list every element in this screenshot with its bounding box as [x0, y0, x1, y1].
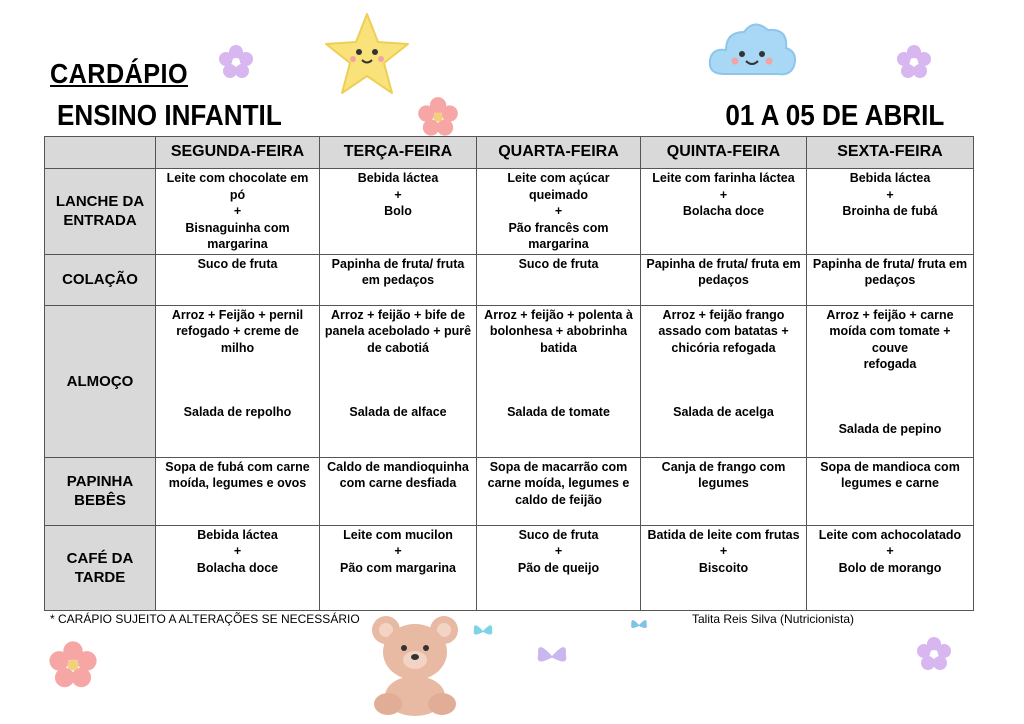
menu-cell	[641, 254, 807, 305]
star-icon	[322, 10, 412, 98]
page-title: CARDÁPIO	[50, 58, 189, 89]
menu-item-line: pedaços	[864, 273, 916, 287]
menu-item-line: Batida de leite com frutas	[647, 527, 800, 542]
salad-item: Salada de repolho	[183, 405, 292, 419]
menu-item-line: Caldo de mandioquinha	[327, 459, 469, 474]
menu-item-line: legumes	[698, 476, 749, 490]
menu-item-line: com carne desfiada	[339, 476, 457, 490]
spacer	[481, 356, 636, 404]
menu-cell	[156, 457, 320, 525]
menu-cell	[156, 254, 320, 305]
day-header: QUARTA-FEIRA	[477, 137, 641, 169]
flower-icon	[416, 96, 460, 138]
menu-item-line: Papinha de fruta/ fruta	[331, 256, 465, 271]
menu-item-line: Arroz + feijão frango	[662, 307, 785, 322]
menu-item-line: em pedaços	[361, 273, 435, 287]
menu-item-line: Suco de fruta	[518, 527, 599, 542]
menu-item-line: Sopa de mandioca com	[820, 459, 960, 474]
menu-item-line: Bolacha doce	[196, 560, 279, 575]
salad-item: Salada de acelga	[673, 405, 774, 419]
menu-item-line: Canja de frango com	[661, 459, 786, 474]
spacer	[324, 356, 472, 404]
menu-item-line: margarina	[528, 237, 589, 251]
menu-cell	[477, 254, 641, 305]
menu-item-line: Biscoito	[698, 560, 749, 575]
meal-label-line: LANCHE DA	[55, 193, 145, 211]
menu-cell	[807, 305, 974, 457]
cloud-icon	[704, 14, 798, 86]
menu-item-line: refogado + creme de	[176, 324, 299, 338]
menu-item-line: Leite com achocolatado	[818, 527, 962, 542]
menu-item-line: Suco de fruta	[518, 256, 599, 271]
nutritionist-signature: Talita Reis Silva (Nutricionista)	[692, 612, 855, 626]
butterfly-icon	[470, 618, 496, 644]
day-header: SEXTA-FEIRA	[807, 137, 974, 169]
menu-cell	[807, 525, 974, 610]
menu-cell	[807, 254, 974, 305]
menu-item-line: Arroz + feijão + carne	[826, 307, 954, 322]
butterfly-icon	[530, 636, 574, 676]
menu-cell	[156, 305, 320, 457]
menu-cell	[477, 305, 641, 457]
menu-item-line: +	[554, 204, 563, 218]
menu-item-line: +	[233, 204, 242, 218]
menu-item-line: chicória refogada	[671, 340, 776, 355]
menu-item-line: assado com batatas +	[658, 324, 789, 338]
menu-item-line: +	[233, 544, 242, 558]
menu-item-line: Arroz + Feijão + pernil	[171, 307, 304, 322]
menu-cell	[156, 525, 320, 610]
menu-item-line: caldo de feijão	[515, 492, 602, 507]
menu-item-line: Arroz + feijão + bife de	[330, 307, 466, 322]
menu-item-line: margarina	[207, 237, 268, 251]
menu-cell	[320, 305, 477, 457]
menu-item-line: Sopa de macarrão com	[489, 459, 628, 474]
meal-label	[45, 254, 156, 305]
meal-label-line: PAPINHA	[66, 473, 134, 490]
menu-item-line: Leite com açúcar	[507, 171, 610, 185]
salad-item: Salada de alface	[349, 405, 447, 419]
teddy-bear-icon	[368, 612, 462, 716]
menu-item-line: Suco de fruta	[197, 256, 278, 271]
menu-item-line: batida	[540, 340, 577, 355]
menu-cell	[320, 254, 477, 305]
menu-cell	[641, 457, 807, 525]
day-header: TERÇA-FEIRA	[320, 137, 477, 169]
menu-item-line: Bolo	[384, 204, 412, 218]
meal-row-almoco	[45, 305, 974, 457]
menu-item-line: +	[394, 187, 402, 202]
meal-label-line: TARDE	[74, 568, 126, 586]
menu-item-line: milho	[220, 340, 255, 355]
menu-cell	[807, 169, 974, 255]
menu-cell	[641, 525, 807, 610]
menu-cell	[156, 169, 320, 255]
menu-item-line: Leite com chocolate em	[166, 171, 309, 185]
menu-item-line: Pão de queijo	[517, 560, 600, 575]
spacer	[811, 373, 969, 421]
menu-cell	[477, 525, 641, 610]
menu-item-line: legumes e carne	[841, 476, 939, 490]
menu-item-line: Papinha de fruta/ fruta em	[812, 256, 968, 271]
menu-item-line: +	[394, 544, 402, 558]
corner-cell	[45, 137, 156, 169]
spacer	[160, 356, 315, 404]
day-header: SEGUNDA-FEIRA	[156, 137, 320, 169]
menu-item-line: Bebida láctea	[197, 527, 278, 542]
meal-label	[45, 525, 156, 610]
menu-cell	[477, 457, 641, 525]
menu-item-line: Arroz + feijão + polenta à	[484, 307, 633, 322]
meal-row-cafe-tarde	[45, 525, 974, 610]
meal-label	[45, 305, 156, 457]
meal-row-lanche-entrada	[45, 169, 974, 255]
menu-item-line: queimado	[528, 187, 589, 202]
flower-icon	[218, 44, 254, 80]
meal-label-line: BEBÊS	[74, 492, 126, 509]
school-level-subtitle: ENSINO INFANTIL	[57, 100, 282, 132]
menu-item-line: Sopa de fubá com carne	[165, 459, 310, 474]
butterfly-icon	[628, 614, 650, 636]
menu-item-line: de cabotiá	[367, 340, 429, 355]
menu-item-line: Bisnaguinha com	[185, 220, 290, 235]
menu-item-line: moída, legumes e ovos	[168, 476, 307, 490]
day-header: QUINTA-FEIRA	[641, 137, 807, 169]
flower-icon	[44, 640, 102, 690]
day-header-row	[45, 137, 974, 169]
meal-label-line: ENTRADA	[63, 212, 137, 230]
menu-cell	[807, 457, 974, 525]
menu-item-line: Bolacha doce	[682, 204, 765, 218]
menu-item-line: moída com tomate + couve	[829, 324, 951, 355]
menu-item-line: carne moída, legumes e	[487, 476, 630, 490]
menu-cell	[320, 457, 477, 525]
menu-item-line: pedaços	[698, 273, 749, 287]
menu-item-line: Bolo de morango	[838, 560, 942, 575]
meal-label	[45, 457, 156, 525]
menu-cell	[477, 169, 641, 255]
menu-item-line: Leite com mucilon	[343, 527, 453, 542]
menu-item-line: +	[719, 187, 728, 202]
menu-item-line: Bebida láctea	[849, 171, 931, 185]
flower-icon	[896, 44, 932, 80]
meal-row-colacao	[45, 254, 974, 305]
menu-table	[44, 136, 974, 611]
menu-cell	[320, 169, 477, 255]
meal-row-papinha-bebes	[45, 457, 974, 525]
salad-item: Salada de pepino	[838, 421, 942, 436]
menu-item-line: panela acebolado + purê	[324, 324, 472, 338]
meal-label-line: CAFÉ DA	[66, 549, 134, 567]
menu-item-line: pó	[229, 187, 246, 202]
menu-item-line: Pão com margarina	[339, 560, 456, 575]
date-range: 01 A 05 DE ABRIL	[724, 100, 944, 132]
flower-icon	[916, 636, 952, 672]
menu-item-line: +	[886, 187, 894, 202]
meal-label	[45, 169, 156, 255]
menu-item-line: refogada	[863, 357, 917, 371]
menu-item-line: +	[886, 544, 894, 558]
menu-item-line: Bebida láctea	[357, 171, 439, 185]
menu-item-line: Papinha de fruta/ fruta em	[646, 256, 801, 271]
menu-item-line: +	[554, 544, 563, 558]
salad-item: Salada de tomate	[507, 405, 610, 419]
meal-label-line: ALMOÇO	[66, 372, 134, 390]
menu-item-line: Pão francês com	[508, 220, 609, 235]
menu-item-line: Broinha de fubá	[842, 204, 938, 218]
menu-disclaimer: * CARÁPIO SUJEITO A ALTERAÇÕES SE NECESSÁRIO	[50, 612, 360, 626]
menu-cell	[641, 169, 807, 255]
menu-item-line: Leite com farinha láctea	[652, 171, 795, 185]
menu-item-line: +	[719, 544, 728, 558]
spacer	[645, 356, 802, 404]
menu-cell	[641, 305, 807, 457]
menu-item-line: bolonhesa + abobrinha	[489, 324, 628, 338]
menu-cell	[320, 525, 477, 610]
meal-label-line: COLAÇÃO	[62, 271, 138, 288]
